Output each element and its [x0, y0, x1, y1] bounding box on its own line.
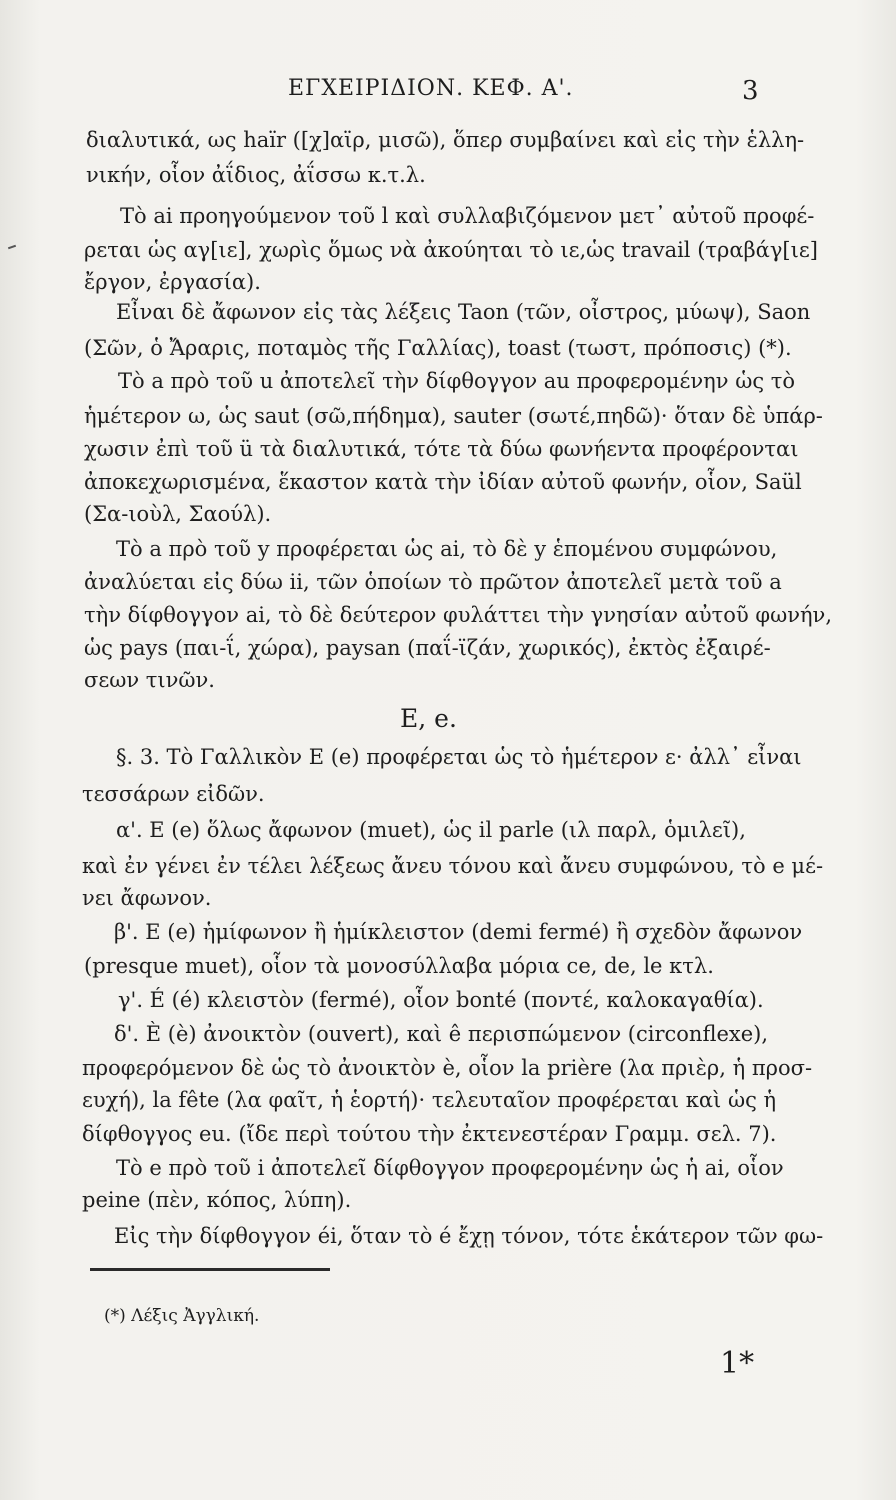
text-line: νικήν, οἷον ἀΐδιος, ἀΐσσω κ.τ.λ. — [86, 163, 426, 187]
text-line: Τὸ ai προηγούμενον τοῦ l καὶ συλλαβιζόμενον μετ᾽ αὐτοῦ προφέ- — [120, 204, 815, 228]
footnote-rule — [90, 1268, 330, 1271]
text-line: Τὸ a πρὸ τοῦ u ἀποτελεῖ τὴν δίφθογγον au προφερομένην ὡς τὸ — [118, 369, 796, 393]
text-line: γ'. É (é) κλειστὸν (fermé), οἷον bonté (ποντέ, καλοκαγαθία). — [118, 988, 764, 1012]
text-line: peine (πὲν, κόπος, λύπη). — [82, 1188, 352, 1212]
running-title: ΕΓΧΕΙΡΙΔΙΟΝ. ΚΕΦ. Α'. — [288, 76, 574, 101]
text-line: προφερόμενον δὲ ὡς τὸ ἀνοικτὸν è, οἷον la prière (λα πριὲρ, ἡ προσ- — [82, 1056, 813, 1080]
text-line: τὴν δίφθογγον ai, τὸ δὲ δεύτερον φυλάττει τὴν γνησίαν αὐτοῦ φωνήν, — [84, 603, 833, 627]
page-header — [0, 76, 896, 116]
text-line: (Σα-ιοὺλ, Σαούλ). — [84, 502, 272, 526]
text-line: ἡμέτερον ω, ὡς saut (σῶ,πήδημα), sauter (σωτέ,πηδῶ)· ὅταν δὲ ὑπάρ- — [84, 404, 823, 428]
footnote: (*) Λέξις Ἀγγλική. — [104, 1306, 260, 1326]
page-number: 3 — [742, 76, 759, 106]
text-line: τεσσάρων εἰδῶν. — [82, 782, 265, 806]
text-line: (presque muet), οἷον τὰ μονοσύλλαβα μόρια ce, de, le κτλ. — [84, 954, 714, 978]
signature-mark: 1* — [720, 1346, 755, 1381]
text-line: Τὸ e πρὸ τοῦ i ἀποτελεῖ δίφθογγον προφερομένην ὡς ἡ ai, οἷον — [116, 1156, 784, 1180]
text-line: ευχή), la fête (λα φαῖτ, ἡ ἑορτή)· τελευταῖον προφέρεται καὶ ὡς ἡ — [82, 1088, 777, 1112]
text-line: α'. E (e) ὅλως ἄφωνον (muet), ὡς il parle (ιλ παρλ, ὁμιλεῖ), — [116, 818, 746, 842]
text-line: ἀναλύεται εἰς δύω ii, τῶν ὁποίων τὸ πρῶτον ἀποτελεῖ μετὰ τοῦ a — [84, 570, 782, 594]
text-line: δ'. È (è) ἀνοικτὸν (ouvert), καὶ ê περισπώμενον (circonflexe), — [114, 1022, 769, 1046]
text-line: χωσιν ἐπὶ τοῦ ü τὰ διαλυτικά, τότε τὰ δύω φωνήεντα προφέρονται — [84, 437, 799, 461]
text-line: ὡς pays (παι-ΐ, χώρα), paysan (παΐ-ϊζάν, χωρικός), ἐκτὸς ἐξαιρέ- — [84, 636, 771, 660]
text-line: Τὸ a πρὸ τοῦ y προφέρεται ὡς ai, τὸ δὲ y ἑπομένου συμφώνου, — [116, 537, 778, 561]
text-line: ἔργον, ἐργασία). — [84, 270, 261, 294]
text-line: διαλυτικά, ως haïr ([χ]αϊρ, μισῶ), ὅπερ συμβαίνει καὶ εἰς τὴν ἑλλη- — [86, 128, 805, 152]
text-line: β'. E (e) ἡμίφωνον ἢ ἡμίκλειστον (demi fermé) ἢ σχεδὸν ἄφωνον — [114, 920, 803, 944]
margin-mark — [8, 245, 16, 250]
text-line: ρεται ὡς αγ[ιε], χωρὶς ὅμως νὰ ἀκούηται τὸ ιε,ὡς travail (τραβάγ[ιε] — [84, 238, 818, 262]
text-line: δίφθογγος eu. (ἴδε περὶ τούτου τὴν ἐκτενεστέραν Γραμμ. σελ. 7). — [82, 1122, 777, 1146]
text-line: νει ἄφωνον. — [82, 886, 212, 910]
section-heading: E, e. — [400, 704, 457, 733]
text-line: Εἰς τὴν δίφθογγον éi, ὅταν τὸ é ἔχῃ τόνον, τότε ἑκάτερον τῶν φω- — [114, 1224, 824, 1248]
text-line: Εἶναι δὲ ἄφωνον εἰς τὰς λέξεις Taon (τῶν, οἶστρος, μύωψ), Saon — [116, 300, 811, 324]
text-line: καὶ ἐν γένει ἐν τέλει λέξεως ἄνευ τόνου καὶ ἄνευ συμφώνου, τὸ e μέ- — [82, 854, 824, 878]
text-line: §. 3. Τὸ Γαλλικὸν E (e) προφέρεται ὡς τὸ ἡμέτερον ε· ἀλλ᾽ εἶναι — [116, 745, 802, 769]
text-line: σεων τινῶν. — [84, 668, 215, 692]
text-line: ἀποκεχωρισμένα, ἕκαστον κατὰ τὴν ἰδίαν αὐτοῦ φωνήν, οἷον, Saül — [84, 470, 802, 494]
text-line: (Σῶν, ὁ Ἄραρις, ποταμὸς τῆς Γαλλίας), toast (τωστ, πρόποσις) (*). — [84, 336, 792, 360]
